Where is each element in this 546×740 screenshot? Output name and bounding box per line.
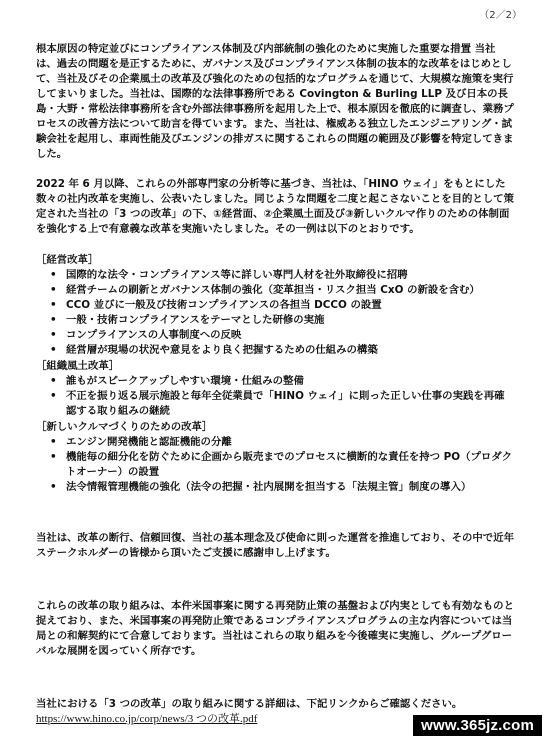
paragraph-root-cause: 根本原因の特定並びにコンプライアンス体制及び内部統制の強化のために実施した重要な措置 当社は、過去の問題を是正するために、ガバナンス及びコンプライアンス体制の抜本的な改革をはじめとして、当社及びその企業風土の改革及び強化のための包括的なプログラムを通じて、大規模な施策を実行してまいりました。当社は、国際的な法律事務所である Covington & Burling LLP 及び日本の長島・大野・常松法律事務所を含む外部法律事務所を起用した上で、根本原因を徹底的に調査し、業務プロセスの改善方法について助言を得ています。また、当社は、権威ある独立したエンジニアリング・試験会社を起用し、車両性能及びエンジンの排ガスに関するこれらの問題の範囲及び影響を特定してきました。: [36, 43, 514, 160]
list-item: • 法令情報管理機能の強化（法令の把握・社内展開を担当する「法規主管」制度の導入）: [46, 480, 514, 495]
list-item: • 不正を振り返る展示施設と毎年全従業員で「HINO ウェイ」に則った正しい仕事の実践を再確認する取り組みの継続: [46, 389, 514, 419]
section-label: ［組織風土改革］: [36, 360, 120, 372]
section-management-reform: [36, 253, 514, 358]
list-item: • 一般・技術コンプライアンスをテーマとした研修の実施: [46, 313, 514, 328]
list-item: • 国際的な法令・コンプライアンス等に詳しい専門人材を社外取締役に招聘: [46, 268, 514, 283]
details-link[interactable]: https://www.hino.co.jp/corp/news/3 つの改革.pdf: [36, 713, 258, 725]
list-item: • 経営チームの刷新とガバナンス体制の強化（変革担当・リスク担当 CxO の新設を含む）: [46, 283, 514, 298]
bullet-list: [36, 374, 514, 419]
page-number: （2／2）: [479, 10, 522, 21]
paragraph-gratitude: 当社は、改革の断行、信頼回復、当社の基本理念及び使命に則った運営を推進しており、その中で近年ステークホルダーの皆様から頂いたご支援に感謝申し上げます。: [36, 532, 514, 559]
list-item: • CCO 並びに一般及び技術コンプライアンスの各担当 DCCO の設置: [46, 298, 514, 313]
section-label: ［経営改革］: [36, 254, 99, 266]
section-vehicle-reform: [36, 420, 514, 495]
watermark-logo: www.365jz.com: [413, 715, 542, 736]
section-culture-reform: [36, 359, 514, 419]
list-item: • 経営層が現場の状況や意見をより良く把握するための仕組みの構築: [46, 343, 514, 358]
paragraph-us-case: これらの改革の取り組みは、本件米国事案に関する再発防止策の基盤および内実としても有効なものと捉えており、また、米国事案の再発防止策であるコンプライアンスプログラムの主な内容については当局との和解契約にて合意しております。当社はこれらの取り組みを今後確実に実施し、グループグローバルな展開を図っていく所存です。: [36, 600, 514, 657]
list-item: • エンジン開発機能と認証機能の分離: [46, 435, 514, 450]
paragraph-reforms-intro: 2022 年 6 月以降、これらの外部専門家の分析等に基づき、当社は、「HINO ウェイ」をもとにした数々の社内改革を実施し、公表いたしました。同じような問題を二度と起こさないことを目的として策定された当社の「3 つの改革」の下、①経営面、②企業風土面及び③新しいクルマ作りのための体制面を強化する上で有意義な改革を実施いたしました。その一例は以下のとおりです。: [36, 178, 514, 235]
paragraph-details: 当社における「3 つの改革」の取り組みに関する詳細は、下記リンクからご確認ください。: [36, 698, 463, 710]
list-item: • 機能毎の細分化を防ぐために企画から販売までのプロセスに横断的な責任を持つ PO（プロダクトオーナー）の設置: [46, 450, 514, 480]
list-item: • コンプライアンスの人事制度への反映: [46, 328, 514, 343]
list-item: • 誰もがスピークアップしやすい環境・仕組みの整備: [46, 374, 514, 389]
document-body: [36, 42, 514, 727]
bullet-list: [36, 268, 514, 358]
section-label: ［新しいクルマづくりのための改革］: [36, 421, 213, 433]
bullet-list: [36, 435, 514, 495]
